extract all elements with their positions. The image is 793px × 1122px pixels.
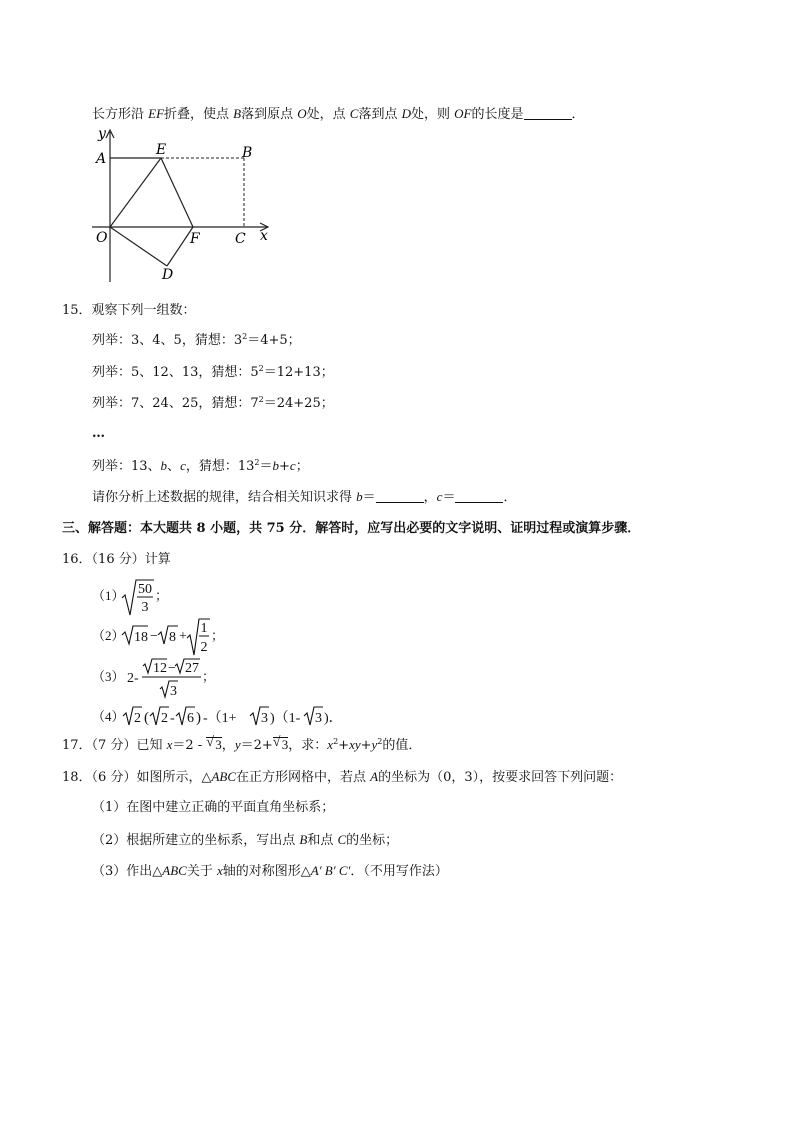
svg-text:（2）: （2） <box>92 628 125 643</box>
math-variable: b <box>160 458 168 473</box>
svg-text:−: − <box>150 629 158 644</box>
label-A: A <box>96 151 107 167</box>
answer-blank <box>524 107 572 120</box>
svg-text:+: + <box>179 629 187 644</box>
svg-text:1: 1 <box>200 621 208 636</box>
q16-item-3 <box>92 657 292 705</box>
svg-text:；: ； <box>155 588 169 603</box>
text-run: （2）根据所建立的坐标系，写出点 <box>92 833 300 848</box>
svg-text:8: 8 <box>169 630 176 645</box>
math-variable: A′ B′ C′ <box>310 863 351 878</box>
label-y: y <box>98 126 106 142</box>
text-run: 列举：3、4、5，猜想：3 <box>92 333 243 348</box>
math-variable: x <box>216 863 223 878</box>
text-run: 处，点 <box>306 107 350 122</box>
text-run: 关于 <box>186 864 217 879</box>
text-run: 落到原点 <box>241 107 298 122</box>
math-variable: C <box>349 106 359 121</box>
math-variable: xy <box>349 737 361 752</box>
superscript: 2 <box>258 364 264 373</box>
q15-row-5 <box>92 458 309 475</box>
text-run: ＝ <box>442 490 456 505</box>
q18-sub-2 <box>92 832 398 849</box>
math-variable: b <box>272 458 279 473</box>
q15-ellipsis <box>92 426 105 442</box>
math-variable: C <box>337 832 347 847</box>
text-run: ，猜想：13 <box>185 459 255 474</box>
svg-text:2-: 2- <box>127 671 139 686</box>
math-variable: c <box>289 458 296 473</box>
fold-diagram <box>84 126 284 286</box>
text-run: 的长度是 <box>471 107 524 122</box>
math-variable: A <box>370 769 379 784</box>
q18-text <box>62 769 622 786</box>
svg-text:（1）: （1） <box>92 588 125 603</box>
svg-text:)（1-: )（1- <box>270 711 301 726</box>
text-run: 列举：5、12、13，猜想：5 <box>92 365 259 380</box>
text-run: 折叠，使点 <box>164 107 234 122</box>
text-run: 的坐标为（0，3），按要求回答下列问题： <box>378 770 623 785</box>
q15-row-6 <box>92 489 516 506</box>
math-variable: x <box>327 737 334 752</box>
inline-radical: √ 3 <box>206 735 222 752</box>
text-run: ． <box>503 490 517 505</box>
text-run: 的坐标； <box>346 833 399 848</box>
svg-text:27: 27 <box>185 661 199 676</box>
svg-text:（4）: （4） <box>92 709 125 724</box>
text-run: ＝24+25； <box>263 396 334 411</box>
text-run: ， <box>221 738 235 753</box>
svg-text:-（1+: -（1+ <box>203 711 237 726</box>
svg-text:): ) <box>196 710 201 726</box>
svg-text:50: 50 <box>138 582 152 597</box>
segment-OE <box>110 158 161 227</box>
text-run: 长方形沿 <box>92 107 149 122</box>
text-run: 18．（6 分）如图所示，△ <box>62 770 212 785</box>
svg-text:6: 6 <box>187 711 194 726</box>
q16-title: 16．（16 分）计算 <box>62 552 171 567</box>
text-run: 请你分析上述数据的规律，结合相关知识求得 <box>92 490 357 505</box>
math-variable: ABC <box>211 769 237 784</box>
q15-row-2 <box>92 365 334 381</box>
math-variable: B <box>233 106 242 121</box>
q15-title: 15．观察下列一组数： <box>62 303 196 318</box>
text-run: + <box>338 738 350 753</box>
text-run: 列举：7、24、25，猜想：7 <box>92 396 259 411</box>
q15-row-1 <box>92 333 301 349</box>
answer-blank <box>376 490 424 503</box>
label-E: E <box>156 142 167 158</box>
math-variable: y <box>234 737 241 752</box>
text-run: … <box>92 426 105 441</box>
text-run: ． <box>571 107 585 122</box>
math-variable: OF <box>454 106 472 121</box>
math-variable: ABC <box>162 863 187 878</box>
svg-text:)．: )． <box>324 711 343 726</box>
text-run: ， <box>423 490 437 505</box>
svg-text:3: 3 <box>170 684 177 699</box>
q16-item-2 <box>92 618 292 662</box>
svg-text:（3）: （3） <box>92 669 125 684</box>
text-run: ，求： <box>288 738 328 753</box>
superscript: 2 <box>333 737 339 746</box>
math-variable: EF <box>148 106 165 121</box>
section-3-title: 三、解答题：本大题共 8 小题，共 75 分．解答时，应写出必要的文字说明、证明过程或演算步骤． <box>62 521 641 536</box>
segment-OD <box>110 227 167 266</box>
q16-item-4 <box>92 704 352 738</box>
text-run: 列举：13、 <box>92 459 161 474</box>
svg-text:3: 3 <box>261 711 268 726</box>
svg-text:3: 3 <box>315 711 322 726</box>
svg-text:18: 18 <box>134 630 148 645</box>
math-variable: y <box>371 737 378 752</box>
text-run: 17．（7 分）已知 <box>62 738 167 753</box>
svg-text:12: 12 <box>153 661 167 676</box>
inline-radical: √ 3 <box>272 735 289 752</box>
svg-text:-: - <box>170 711 175 726</box>
math-variable: b <box>356 489 363 504</box>
answer-blank <box>455 490 503 503</box>
text-run: 轴的对称图形△ <box>222 864 311 879</box>
q18-sub-3 <box>92 863 448 880</box>
label-C: C <box>235 231 246 247</box>
text-run: + <box>360 738 372 753</box>
label-x: x <box>260 228 268 244</box>
text-run: 处，则 <box>411 107 455 122</box>
text-run: ．（不用写作法） <box>350 864 448 879</box>
svg-text:−: − <box>168 661 176 676</box>
math-variable: c <box>436 489 443 504</box>
math-variable: D <box>401 106 411 121</box>
label-O: O <box>96 230 108 246</box>
superscript: 2 <box>377 737 383 746</box>
q14-text <box>92 106 585 123</box>
text-run: （1）在图中建立正确的平面直角坐标系； <box>92 800 335 815</box>
svg-text:2: 2 <box>200 640 208 655</box>
q18-sub-1 <box>92 800 334 816</box>
text-run: （3）作出△ <box>92 864 163 879</box>
text-run: 的值． <box>382 738 422 753</box>
q16-item-1 <box>92 578 212 622</box>
text-run: ＝2+ <box>240 738 273 753</box>
q17-text <box>62 737 421 754</box>
superscript: 2 <box>242 332 248 341</box>
text-run: + <box>279 459 290 474</box>
svg-text:；: ； <box>211 628 225 643</box>
svg-text:3: 3 <box>141 600 149 615</box>
q14-figure <box>84 126 284 286</box>
text-run: 在正方形网格中，若点 <box>236 770 371 785</box>
text-run: ＝2 - <box>172 738 207 753</box>
q15-row-3 <box>92 396 334 412</box>
label-D: D <box>162 267 174 283</box>
text-run: 落到点 <box>358 107 402 122</box>
text-run: 、 <box>167 459 181 474</box>
svg-text:；: ； <box>202 669 216 684</box>
superscript: 2 <box>258 395 264 404</box>
segment-EF <box>161 158 193 227</box>
label-B: B <box>242 145 253 161</box>
text-run: ； <box>295 459 309 474</box>
svg-text:2: 2 <box>161 711 168 726</box>
text-run: ＝12+13； <box>263 365 334 380</box>
text-run: ＝4+5； <box>247 333 301 348</box>
label-F: F <box>190 231 200 247</box>
text-run: ＝ <box>362 490 376 505</box>
text-run: 和点 <box>307 833 338 848</box>
math-variable: B <box>299 832 308 847</box>
math-variable: O <box>297 106 307 121</box>
svg-text:(: ( <box>144 710 149 726</box>
superscript: 2 <box>254 458 260 467</box>
text-run: ＝ <box>259 459 273 474</box>
svg-text:2: 2 <box>134 711 141 726</box>
math-variable: x <box>166 737 173 752</box>
math-variable: c <box>180 458 186 473</box>
